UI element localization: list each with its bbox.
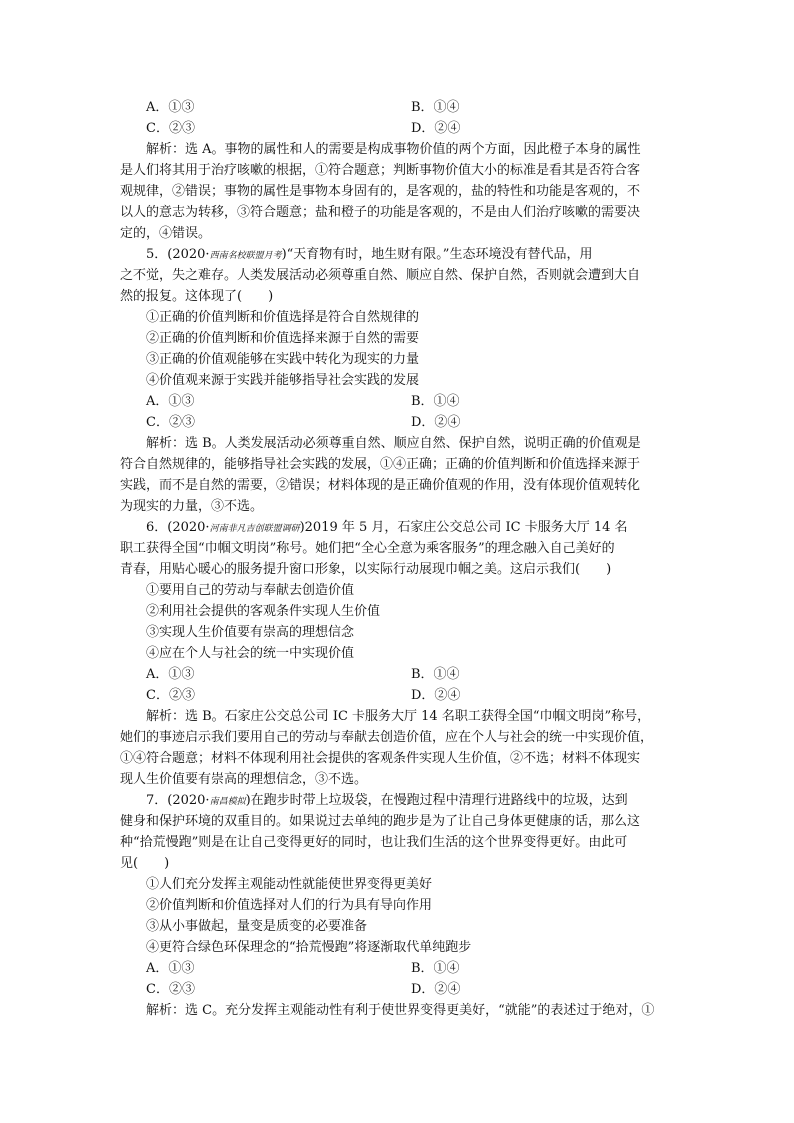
choice-c: C．②③ bbox=[146, 121, 195, 136]
option-item: ①要用自己的劳动与奉献去创造价值 bbox=[146, 583, 355, 598]
analysis-line: 解析：选 B。石家庄公交总公司 IC 卡服务大厅 14 名职工获得全国“巾帼文明岗”称号， bbox=[146, 709, 651, 724]
choice-row bbox=[120, 685, 680, 706]
option-item: ②利用社会提供的客观条件实现人生价值 bbox=[146, 604, 381, 619]
choice-d: D．②④ bbox=[411, 415, 461, 430]
choice-d: D．②④ bbox=[411, 121, 461, 136]
analysis-line: 现人生价值要有崇高的理想信念，③不选。 bbox=[120, 772, 368, 787]
analysis-line: 观规律，②错误；事物的属性是事物本身固有的，是客观的，盐的特性和功能是客观的，不 bbox=[120, 184, 641, 199]
choice-c: C．②③ bbox=[146, 688, 195, 703]
option-item: ①人们充分发挥主观能动性就能使世界变得更美好 bbox=[146, 877, 433, 892]
choice-c: C．②③ bbox=[146, 982, 195, 997]
analysis-line: 解析：选 B。人类发展活动必须尊重自然、顺应自然、保护自然，说明正确的价值观是 bbox=[146, 436, 641, 451]
question-stem-line: 职工获得全国“巾帼文明岗”称号。她们把“全心全意为乘客服务”的理念融入自己美好的 bbox=[120, 541, 615, 556]
option-item: ④价值观来源于实践并能够指导社会实践的发展 bbox=[146, 373, 420, 388]
question-stem-line bbox=[120, 244, 680, 265]
choice-a: A．①③ bbox=[146, 394, 195, 409]
choice-a: A．①③ bbox=[146, 961, 195, 976]
question-5 bbox=[120, 244, 680, 517]
question-stem-line: 之不觉，失之难存。人类发展活动必须尊重自然、顺应自然、保护自然，否则就会遭到大自 bbox=[120, 268, 641, 283]
option-item: ①正确的价值判断和价值选择是符合自然规律的 bbox=[146, 310, 420, 325]
question-number: 6．(2020· bbox=[146, 520, 210, 535]
question-stem-line: 种“拾荒慢跑”则是在让自己变得更好的同时，也让我们生活的这个世界变得更好。由此可 bbox=[120, 835, 628, 850]
question-text: )在跑步时带上垃圾袋，在慢跑过程中清理行进路线中的垃圾，达到 bbox=[245, 793, 628, 808]
analysis-line: 符合自然规律的，能够指导社会实践的发展，①④正确；正确的价值判断和价值选择来源于 bbox=[120, 457, 641, 472]
choice-row bbox=[120, 664, 680, 685]
analysis-line: 是人们将其用于治疗咳嗽的根据，①符合题意；判断事物价值大小的标准是看其是否符合客 bbox=[120, 163, 641, 178]
question-stem-line: 然的报复。这体现了( ) bbox=[120, 289, 274, 304]
choice-b: B．①④ bbox=[411, 100, 460, 115]
analysis-q4 bbox=[120, 139, 680, 244]
question-stem-line bbox=[120, 517, 680, 538]
option-item: ③实现人生价值要有崇高的理想信念 bbox=[146, 625, 355, 640]
analysis-line: 解析：选 C。充分发挥主观能动性有利于使世界变得更美好，“就能”的表述过于绝对，① bbox=[146, 1003, 655, 1018]
choice-row bbox=[120, 979, 680, 1000]
question-source: 西南名校联盟月考 bbox=[209, 251, 282, 261]
option-item: ③正确的价值观能够在实践中转化为现实的力量 bbox=[146, 352, 420, 367]
analysis-line: 定的，④错误。 bbox=[120, 226, 212, 241]
choice-d: D．②④ bbox=[411, 688, 461, 703]
choice-row bbox=[120, 97, 680, 118]
choice-d: D．②④ bbox=[411, 982, 461, 997]
question-6 bbox=[120, 517, 680, 790]
analysis-line: ①④符合题意；材料不体现利用社会提供的客观条件实现人生价值，②不选；材料不体现实 bbox=[120, 751, 641, 766]
choice-c: C．②③ bbox=[146, 415, 195, 430]
analysis-line: 她们的事迹启示我们要用自己的劳动与奉献去创造价值，应在个人与社会的统一中实现价值， bbox=[120, 730, 654, 745]
question-stem-line: 见( ) bbox=[120, 856, 170, 871]
question-source: 河南非凡吉创联盟调研 bbox=[209, 524, 300, 534]
analysis-line: 为现实的力量，③不选。 bbox=[120, 499, 264, 514]
analysis-line: 实践，而不是自然的需要，②错误；材料体现的是正确价值观的作用，没有体现价值观转化 bbox=[120, 478, 641, 493]
analysis-line: 以人的意志为转移，③符合题意；盐和橙子的功能是客观的，不是由人们治疗咳嗽的需要决 bbox=[120, 205, 641, 220]
choice-row bbox=[120, 391, 680, 412]
question-stem-line: 青春，用贴心暖心的服务提升窗口形象，以实际行动展现巾帼之美。这启示我们( ) bbox=[120, 562, 612, 577]
choice-b: B．①④ bbox=[411, 667, 460, 682]
choice-a: A．①③ bbox=[146, 100, 195, 115]
option-item: ④应在个人与社会的统一中实现价值 bbox=[146, 646, 355, 661]
choice-row bbox=[120, 958, 680, 979]
question-stem-line: 健身和保护环境的双重目的。如果说过去单纯的跑步是为了让自己身体更健康的话，那么这 bbox=[120, 814, 641, 829]
question-stem-line bbox=[120, 790, 680, 811]
question-text: )“天育物有时，地生财有限。”生态环境没有替代品，用 bbox=[281, 247, 593, 262]
choice-a: A．①③ bbox=[146, 667, 195, 682]
analysis-line: 解析：选 A。事物的属性和人的需要是构成事物价值的两个方面，因此橙子本身的属性 bbox=[146, 142, 641, 157]
option-item: ②正确的价值判断和价值选择来源于自然的需要 bbox=[146, 331, 420, 346]
question-source: 南昌模拟 bbox=[209, 797, 246, 807]
choice-row bbox=[120, 118, 680, 139]
document-page bbox=[120, 97, 680, 1021]
choice-row bbox=[120, 412, 680, 433]
question-text: )2019 年 5 月，石家庄公交总公司 IC 卡服务大厅 14 名 bbox=[299, 520, 628, 535]
option-item: ④更符合绿色环保理念的“拾荒慢跑”将逐渐取代单纯跑步 bbox=[146, 940, 472, 955]
option-item: ②价值判断和价值选择对人们的行为具有导向作用 bbox=[146, 898, 433, 913]
question-number: 5．(2020· bbox=[146, 247, 210, 262]
option-item: ③从小事做起，量变是质变的必要准备 bbox=[146, 919, 368, 934]
question-7 bbox=[120, 790, 680, 1021]
question-number: 7．(2020· bbox=[146, 793, 210, 808]
choice-b: B．①④ bbox=[411, 961, 460, 976]
choice-b: B．①④ bbox=[411, 394, 460, 409]
